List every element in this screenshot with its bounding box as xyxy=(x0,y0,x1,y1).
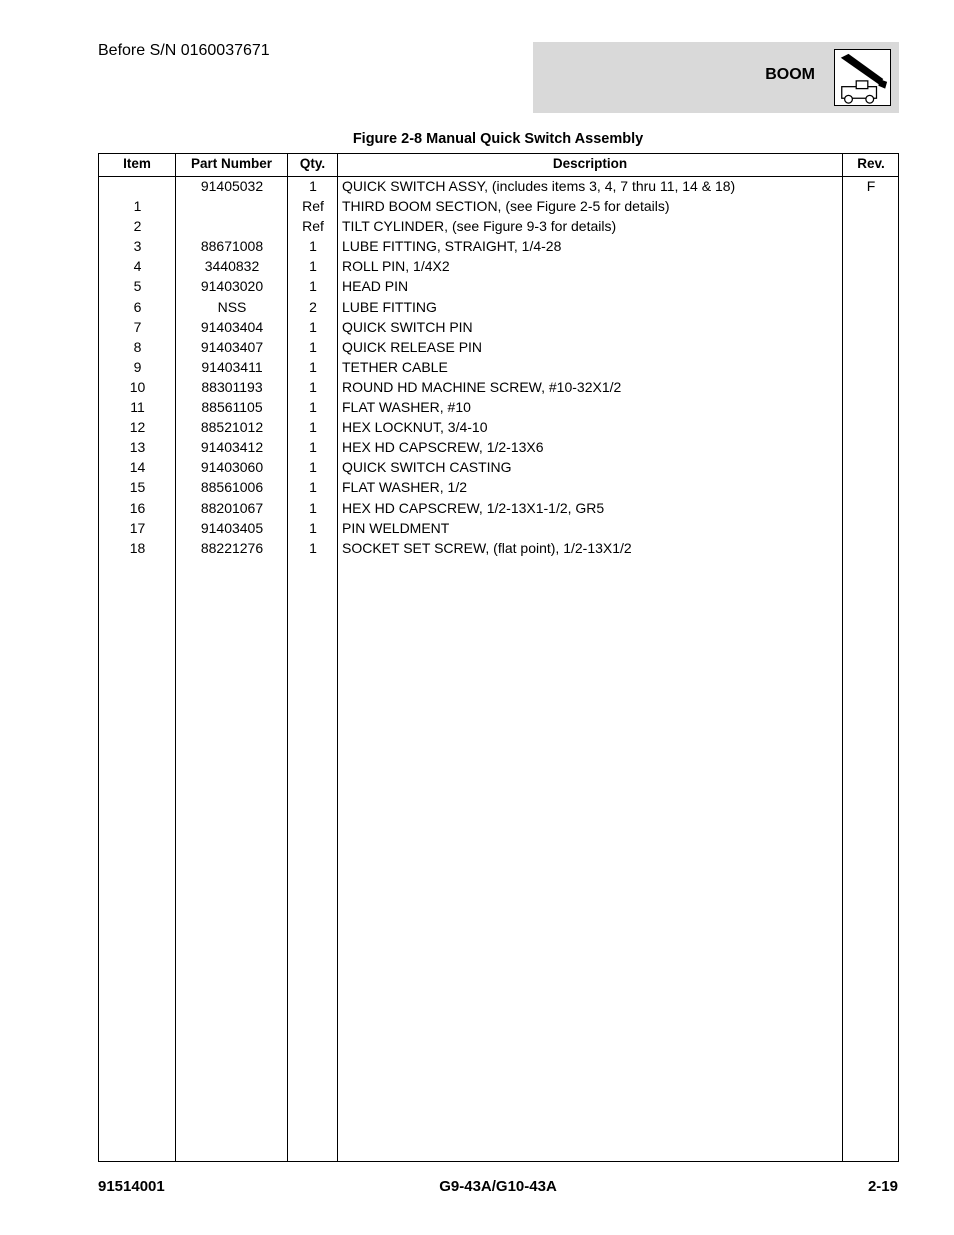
description-cell: FLAT WASHER, 1/2 xyxy=(342,479,467,496)
part-number-cell: 91403060 xyxy=(200,459,264,476)
table-row xyxy=(99,297,898,317)
item-cell: 12 xyxy=(129,419,146,436)
part-number-cell: 91403404 xyxy=(200,318,264,335)
item-cell: 2 xyxy=(133,218,142,235)
item-cell: 8 xyxy=(133,338,142,355)
qty-cell: Ref xyxy=(302,218,324,235)
description-cell: QUICK RELEASE PIN xyxy=(342,338,483,355)
table-row xyxy=(99,417,898,437)
rev-cell: F xyxy=(866,178,876,194)
description-cell: TILT CYLINDER, (see Figure 9-3 for details) xyxy=(342,218,617,235)
section-tab xyxy=(533,42,899,113)
qty-cell: 1 xyxy=(309,178,317,194)
column-header-qty: Qty. xyxy=(299,156,326,171)
item-cell: 7 xyxy=(133,318,142,335)
page-number: 2-19 xyxy=(867,1178,898,1195)
part-number-cell: 88301193 xyxy=(201,378,263,395)
qty-cell: 1 xyxy=(309,338,317,355)
table-row xyxy=(99,397,898,417)
part-number-cell: NSS xyxy=(217,298,247,315)
table-row xyxy=(99,216,898,236)
qty-cell: 1 xyxy=(309,499,317,516)
description-cell: HEX LOCKNUT, 3/4-10 xyxy=(342,419,488,436)
item-cell: 17 xyxy=(129,519,146,536)
item-cell: 14 xyxy=(129,459,146,476)
part-number-cell: 88521012 xyxy=(200,419,264,436)
table-row xyxy=(99,337,898,357)
qty-cell: 2 xyxy=(309,298,317,315)
qty-cell: 1 xyxy=(309,419,317,436)
qty-cell: 1 xyxy=(309,539,317,556)
item-cell: 5 xyxy=(133,278,142,295)
item-cell: 4 xyxy=(133,258,142,275)
column-header-description: Description xyxy=(552,156,628,171)
part-number-cell: 88201067 xyxy=(200,499,264,516)
table-row xyxy=(99,477,898,497)
qty-cell: 1 xyxy=(309,519,317,536)
description-cell: HEAD PIN xyxy=(342,278,409,295)
item-cell: 3 xyxy=(133,238,142,255)
column-header-part-number: Part Number xyxy=(190,156,273,171)
description-cell: LUBE FITTING xyxy=(342,298,437,315)
item-cell: 9 xyxy=(133,358,142,375)
part-number-cell: 91403020 xyxy=(200,278,264,295)
item-cell: 11 xyxy=(130,399,145,416)
qty-cell: 1 xyxy=(309,278,317,295)
model-number: G9-43A/G10-43A xyxy=(439,1178,557,1195)
description-cell: QUICK SWITCH PIN xyxy=(342,318,473,335)
qty-cell: 1 xyxy=(309,378,317,395)
table-row xyxy=(99,357,898,377)
qty-cell: 1 xyxy=(309,399,317,416)
item-cell: 13 xyxy=(129,439,146,456)
telehandler-boom-icon xyxy=(834,49,891,106)
table-row xyxy=(99,518,898,538)
description-cell: PIN WELDMENT xyxy=(342,519,450,536)
item-cell: 16 xyxy=(129,499,146,516)
section-label: BOOM xyxy=(765,66,815,83)
qty-cell: 1 xyxy=(309,459,317,476)
description-cell: HEX HD CAPSCREW, 1/2-13X1-1/2, GR5 xyxy=(342,499,605,516)
part-number-cell: 3440832 xyxy=(204,258,260,275)
part-number-cell: 88671008 xyxy=(200,238,264,255)
part-number-cell: 91403411 xyxy=(201,358,263,375)
item-cell: 10 xyxy=(129,378,146,395)
table-row xyxy=(99,176,898,196)
part-number-cell: 91403412 xyxy=(200,439,264,456)
description-cell: THIRD BOOM SECTION, (see Figure 2-5 for details) xyxy=(342,198,670,215)
part-number-cell: 88561006 xyxy=(200,479,264,496)
item-cell: 6 xyxy=(133,298,142,315)
table-row xyxy=(99,276,898,296)
description-cell: QUICK SWITCH ASSY, (includes items 3, 4, 7 thru 11, 14 & 18) xyxy=(342,178,736,194)
part-number-cell: 91403405 xyxy=(200,519,264,536)
qty-cell: 1 xyxy=(309,238,317,255)
serial-note: Before S/N 0160037671 xyxy=(98,42,270,59)
qty-cell: Ref xyxy=(302,198,324,215)
column-header-rev: Rev. xyxy=(857,156,885,171)
part-number-cell: 88221276 xyxy=(200,539,264,556)
qty-cell: 1 xyxy=(309,318,317,335)
description-cell: SOCKET SET SCREW, (flat point), 1/2-13X1/2 xyxy=(342,539,632,556)
table-row xyxy=(99,538,898,558)
description-cell: HEX HD CAPSCREW, 1/2-13X6 xyxy=(342,439,544,456)
part-number-cell: 91403407 xyxy=(200,338,264,355)
description-cell: TETHER CABLE xyxy=(342,358,448,375)
table-row xyxy=(99,236,898,256)
table-row xyxy=(99,377,898,397)
doc-number: 91514001 xyxy=(98,1178,165,1195)
table-row xyxy=(99,437,898,457)
qty-cell: 1 xyxy=(309,258,317,275)
description-cell: FLAT WASHER, #10 xyxy=(342,399,471,416)
table-row xyxy=(99,256,898,276)
table-row xyxy=(99,498,898,518)
column-header-item: Item xyxy=(123,156,151,171)
item-cell: 15 xyxy=(129,479,146,496)
part-number-cell: 91405032 xyxy=(200,178,264,194)
table-row xyxy=(99,317,898,337)
description-cell: ROLL PIN, 1/4X2 xyxy=(342,258,450,275)
table-row xyxy=(99,457,898,477)
description-cell: QUICK SWITCH CASTING xyxy=(342,459,512,476)
table-body xyxy=(99,176,898,558)
description-cell: ROUND HD MACHINE SCREW, #10-32X1/2 xyxy=(342,378,622,395)
item-cell: 18 xyxy=(129,539,146,556)
table-row xyxy=(99,196,898,216)
description-cell: LUBE FITTING, STRAIGHT, 1/4-28 xyxy=(342,238,562,255)
item-cell: 1 xyxy=(133,198,142,215)
parts-table xyxy=(98,153,899,1162)
qty-cell: 1 xyxy=(309,439,317,456)
qty-cell: 1 xyxy=(309,358,317,375)
qty-cell: 1 xyxy=(309,479,317,496)
part-number-cell: 88561105 xyxy=(201,399,263,416)
figure-title: Figure 2-8 Manual Quick Switch Assembly xyxy=(352,131,644,147)
